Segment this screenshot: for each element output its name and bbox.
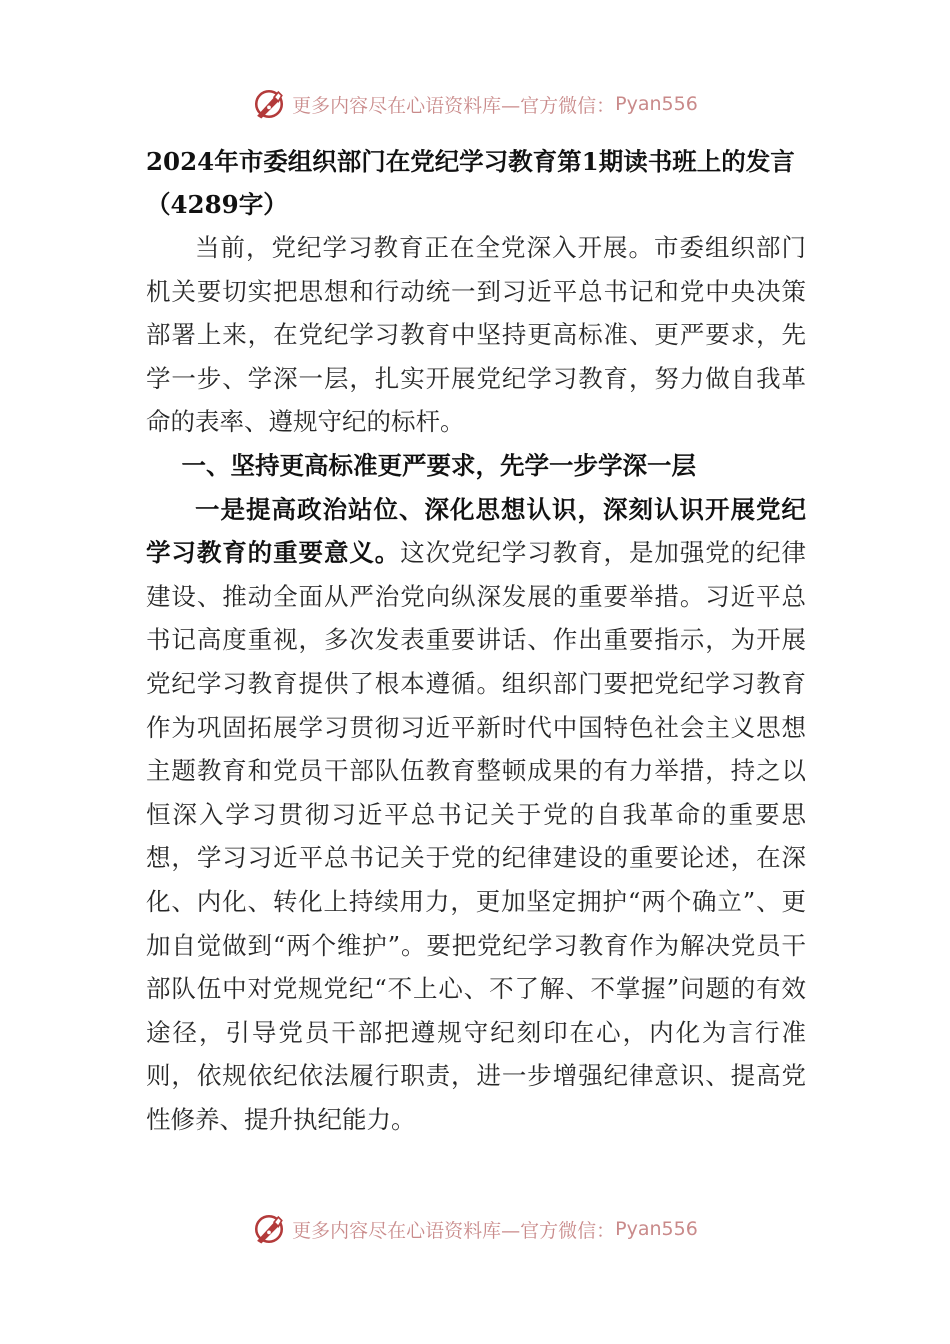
- pen-nib-logo-icon: [252, 1212, 286, 1246]
- banner-text: 更多内容尽在心语资料库—官方微信：: [292, 94, 616, 117]
- document-title: 2024年市委组织部门在党纪学习教育第1期读书班上的发言（4289字）: [146, 147, 795, 219]
- document-body: [146, 140, 806, 1141]
- banner-text: 更多内容尽在心语资料库—官方微信：: [292, 1219, 616, 1242]
- section-heading-1: 一、坚持更高标准更严要求，先学一步学深一层: [181, 450, 697, 480]
- point-1-body: 这次党纪学习教育，是加强党的纪律建设、推动全面从严治党向纵深发展的重要举措。习近平总书记高度重视，多次发表重要讲话、作出重要指示，为开展党纪学习教育提供了根本遵循。组织部门要把党纪学习教育作为巩固拓展学习贯彻习近平新时代中国特色社会主义思想主题教育和党员干部队伍教育整顿成果的有力举措，持之以恒深入学习贯彻习近平总书记关于党的自我革命的重要思想，学习习近平总书记关于党的纪律建设的重要论述，在深化、内化、转化上持续用力，更加坚定拥护“两个确立”、更加自觉做到“两个维护”。要把党纪学习教育作为解决党员干部队伍中对党规党纪“不上心、不了解、不掌握”问题的有效途径，引导党员干部把遵规守纪刻印在心，内化为言行准则，依规依纪依法履行职责，进一步增强纪律意识、提高党性修养、提升执纪能力。: [146, 538, 807, 1134]
- banner-account: Pyan556: [615, 93, 698, 115]
- intro-paragraph: 当前，党纪学习教育正在全党深入开展。市委组织部门机关要切实把思想和行动统一到习近平总书记和党中央决策部署上来，在党纪学习教育中坚持更高标准、更严要求，先学一步、学深一层，扎实开展党纪学习教育，努力做自我革命的表率、遵规守纪的标杆。: [146, 233, 806, 437]
- header-watermark-banner: [0, 82, 950, 126]
- footer-watermark-banner: [0, 1207, 950, 1251]
- banner-account: Pyan556: [615, 1218, 698, 1240]
- pen-nib-logo-icon: [252, 87, 286, 121]
- point-1-paragraph: [146, 488, 806, 1142]
- point-1-lead: 一是提高政治站位、深化思想认识，深刻认识开展党纪学习教育的重要意义。: [146, 494, 806, 568]
